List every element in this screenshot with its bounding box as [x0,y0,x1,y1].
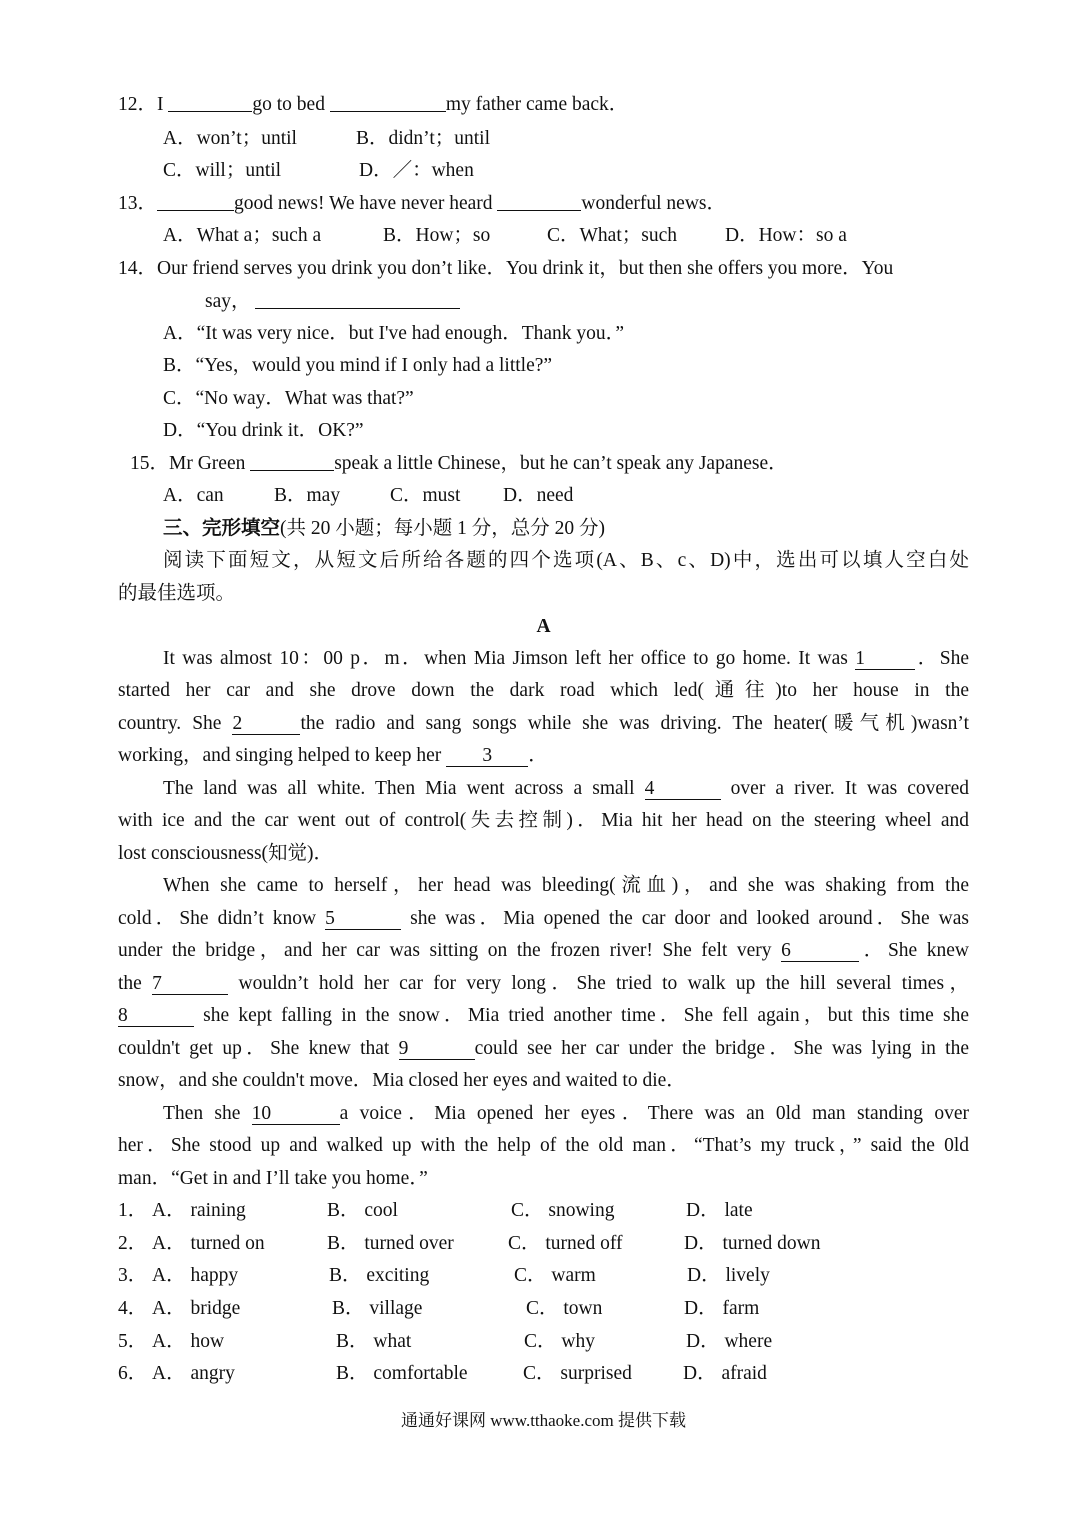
answer-option-c: C． warm [514,1265,596,1286]
q15-option-b: B．may [274,485,341,506]
answer-option-d: D． turned down [684,1233,821,1254]
answer-option-c: C． surprised [523,1363,632,1384]
passage-line: working，and singing helped to keep her 3 ． [118,745,548,766]
q12-option-c: C．will；until [163,160,282,181]
passage-line: 8 she kept falling in the snow．Mia tried another time．She fell again，but this time she [118,1005,969,1026]
passage-line: the 7 wouldn’t hold her car for very long．She tried to walk up the hill several times， [118,973,970,994]
section-instructions: 阅读下面短文，从短文后所给各题的四个选项(A、B、c、D)中，选出可以填人空白处 [163,550,969,571]
section-instructions-cont: 的最佳选项。 [118,583,236,604]
passage-line: couldn't get up．She knew that 9 could see her car under the bridge．She was lying in the [118,1038,969,1059]
answer-option-a: A． raining [152,1200,246,1221]
passage-line: lost consciousness(知觉)． [118,843,334,864]
answer-option-a: A． how [152,1331,225,1352]
answer-option-d: D． farm [684,1298,760,1319]
answer-option-c: C． snowing [511,1200,615,1221]
answer-num: 2． [118,1233,148,1254]
passage-line: man．“Get in and I’ll take you home．” [118,1168,428,1189]
answer-option-c: C． town [526,1298,603,1319]
passage-line: cold．She didn’t know 5 she was．Mia opened the car door and looked around．She was [118,908,969,929]
answer-option-b: B． village [332,1298,423,1319]
passage-line: snow，and she couldn't move．Mia closed her eyes and waited to die． [118,1070,686,1091]
answer-option-d: D． lively [687,1265,770,1286]
answer-num: 5． [118,1331,148,1352]
answer-option-b: B． what [336,1331,412,1352]
q14-option-c: C．“No way．What was that?” [163,388,414,409]
q14-stem-cont: say， [205,289,460,315]
answer-option-d: D． late [686,1200,753,1221]
passage-letter: A [536,616,551,637]
q13-option-b: B．How；so [383,225,491,246]
passage-line: country. She 2 the radio and sang songs while she was driving. The heater(暖气机)wasn’t [118,713,969,734]
page-footer: 通通好课网 www.tthaoke.com 提供下载 [400,1411,687,1430]
q14-stem: 14．Our friend serves you drink you don’t like．You drink it，but then she offers you more．You [118,258,894,279]
answer-num: 1． [118,1200,148,1221]
q14-option-a: A．“It was very nice．but I've had enough．Thank you．” [163,323,625,344]
passage-line: started her car and she drove down the dark road which led(通往)to her house in the [118,680,969,701]
answer-option-a: A． angry [152,1363,235,1384]
q13-option-a: A．What a；such a [163,225,322,246]
q12-option-d: D．／：when [359,160,474,181]
passage-line: Then she 10 a voice．Mia opened her eyes．There was an 0ld man standing over [163,1103,969,1124]
q14-option-b: B．“Yes，would you mind if I only had a little?” [163,355,553,376]
answer-option-c: C． why [524,1331,595,1352]
answer-option-b: B． exciting [329,1265,430,1286]
answer-option-d: D． afraid [683,1363,767,1384]
passage-line: her．She stood up and walked up with the help of the old man．“That’s my truck，” said the 0ld [118,1135,969,1156]
q15-option-c: C．must [390,485,461,506]
q13-option-c: C．What；such [547,225,677,246]
q13-option-d: D．How：so a [725,225,847,246]
passage-line: When she came to herself，her head was bleeding(流血)，and she was shaking from the [163,875,969,896]
answer-option-a: A． bridge [152,1298,241,1319]
q15-option-a: A．can [163,485,224,506]
q15-option-d: D．need [503,485,574,506]
answer-option-a: A． happy [152,1265,239,1286]
section-heading: 三、完形填空(共 20 小题；每小题 1 分，总分 20 分) [163,518,606,539]
passage-line: The land was all white. Then Mia went across a small 4 over a river. It was covered [163,778,969,799]
answer-option-b: B． comfortable [336,1363,468,1384]
answer-num: 6． [118,1363,148,1384]
answer-num: 3． [118,1265,148,1286]
q12-option-b: B．didn’t；until [356,128,490,149]
q12-stem: 12．I go to bed my father came back． [118,94,629,115]
answer-option-d: D． where [686,1331,773,1352]
q12-option-a: A．won’t；until [163,128,297,149]
q13-stem: 13． good news! We have never heard wonderful news． [118,193,726,214]
answer-num: 4． [118,1298,148,1319]
passage-line: It was almost 10：00 p．m．when Mia Jimson left her office to go home. It was 1 ．She [163,648,969,669]
q15-stem: 15．Mr Green speak a little Chinese，but he can’t speak any Japanese． [130,453,788,474]
answer-option-c: C． turned off [508,1233,623,1254]
passage-line: with ice and the car went out of control(失去控制)．Mia hit her head on the steering wheel and [118,810,969,831]
answer-option-b: B． cool [327,1200,398,1221]
q14-option-d: D．“You drink it．OK?” [163,420,364,441]
answer-option-b: B． turned over [327,1233,454,1254]
answer-option-a: A． turned on [152,1233,265,1254]
passage-line: under the bridge，and her car was sitting on the frozen river! She felt very 6 ．She knew [118,940,969,961]
